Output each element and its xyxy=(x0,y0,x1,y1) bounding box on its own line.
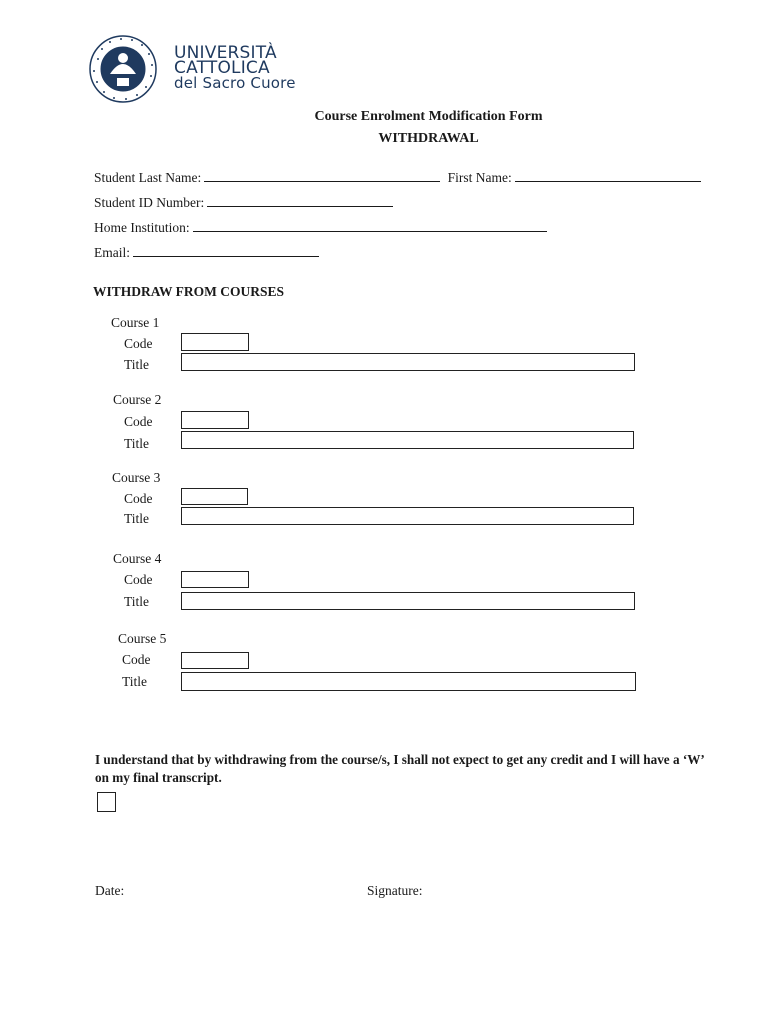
first-name-label: First Name: xyxy=(447,170,512,185)
acknowledgement-checkbox[interactable] xyxy=(97,792,116,812)
course-5-title-label: Title xyxy=(122,674,148,689)
course-4-label: Course 4 xyxy=(113,551,162,566)
student-id-row xyxy=(94,195,393,211)
last-name-field[interactable] xyxy=(204,170,440,182)
wordmark-line-1: UNIVERSITÀ xyxy=(174,43,277,63)
wordmark-line-3: del Sacro Cuore xyxy=(174,74,296,92)
first-name-field[interactable] xyxy=(515,170,701,182)
course-3-code-label: Code xyxy=(124,491,153,506)
course-3-label: Course 3 xyxy=(112,470,161,485)
university-wordmark xyxy=(174,43,296,92)
course-3-title-label: Title xyxy=(124,511,150,526)
course-2-code-input[interactable] xyxy=(181,411,249,429)
signature-label: Signature: xyxy=(367,883,423,898)
withdraw-section-title: WITHDRAW FROM COURSES xyxy=(93,284,285,299)
course-5-code-input[interactable] xyxy=(181,652,249,669)
last-name-label: Student Last Name: xyxy=(94,170,202,185)
course-3-title-input[interactable] xyxy=(181,507,634,525)
course-2-title-input[interactable] xyxy=(181,431,634,449)
email-row xyxy=(94,245,319,261)
course-2-code-label: Code xyxy=(124,414,153,429)
course-4-code-input[interactable] xyxy=(181,571,249,588)
email-label: Email: xyxy=(94,245,130,260)
course-1-code-label: Code xyxy=(124,336,153,351)
course-5-label: Course 5 xyxy=(118,631,167,646)
course-5-title-input[interactable] xyxy=(181,672,636,691)
last-name-row xyxy=(94,170,701,186)
email-field[interactable] xyxy=(133,245,319,257)
course-4-code-label: Code xyxy=(124,572,153,587)
date-label: Date: xyxy=(95,883,125,898)
acknowledgement-text: I understand that by withdrawing from the course/s, I shall not expect to get any credit and I will have a ‘W’ on my final transcript. xyxy=(95,752,704,785)
course-1-label: Course 1 xyxy=(111,315,160,330)
course-3-code-input[interactable] xyxy=(181,488,248,505)
course-1-title-label: Title xyxy=(124,357,150,372)
course-2-label: Course 2 xyxy=(113,392,162,407)
university-seal-logo xyxy=(88,34,158,104)
wordmark-line-2: CATTOLICA xyxy=(174,58,270,78)
course-2-title-label: Title xyxy=(124,436,150,451)
student-id-field[interactable] xyxy=(207,195,393,207)
course-4-title-label: Title xyxy=(124,594,150,609)
institution-row xyxy=(94,220,547,236)
course-4-title-input[interactable] xyxy=(181,592,635,610)
institution-label: Home Institution: xyxy=(94,220,190,235)
course-1-title-input[interactable] xyxy=(181,353,635,371)
form-subtitle: WITHDRAWAL xyxy=(378,131,479,146)
course-1-code-input[interactable] xyxy=(181,333,249,351)
student-id-label: Student ID Number: xyxy=(94,195,205,210)
course-5-code-label: Code xyxy=(122,652,151,667)
institution-field[interactable] xyxy=(193,220,547,232)
form-title: Course Enrolment Modification Form xyxy=(314,109,543,124)
